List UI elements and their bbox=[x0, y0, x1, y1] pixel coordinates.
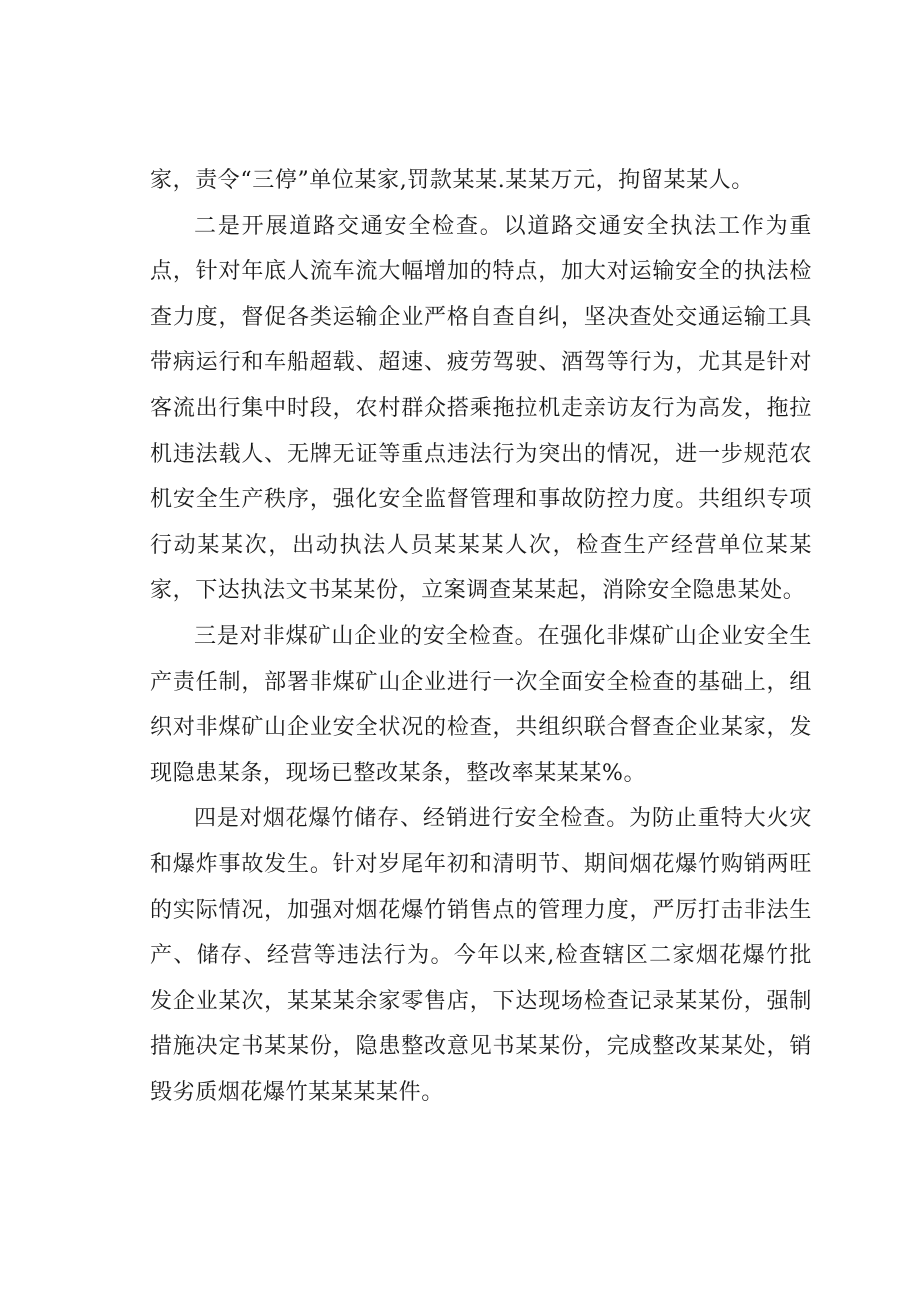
paragraph-road-traffic-inspection: 二是开展道路交通安全检查。以道路交通安全执法工作为重点，针对年底人流车流大幅增加的特点，加大对运输安全的执法检查力度，督促各类运输企业严格自查自纠，坚决查处交通运输工具带病运行和车船超载、超速、疲劳驾驶、酒驾等行为，尤其是针对客流出行集中时段，农村群众搭乘拖拉机走亲访友行为高发，拖拉机违法载人、无牌无证等重点违法行为突出的情况，进一步规范农机安全生产秩序，强化安全监督管理和事故防控力度。共组织专项行动某某次，出动执法人员某某某人次，检查生产经营单位某某家，下达执法文书某某份，立案调查某某起，消除安全隐患某处。 bbox=[150, 213, 812, 604]
paragraph-fireworks-inspection: 四是对烟花爆竹储存、经销进行安全检查。为防止重特大火灾和爆炸事故发生。针对岁尾年初和清明节、期间烟花爆竹购销两旺的实际情况，加强对烟花爆竹销售点的管理力度，严厉打击非法生产、储存、经营等违法行为。今年以来,检查辖区二家烟花爆竹批发企业某次，某某某余家零售店，下达现场检查记录某某份，强制措施决定书某某份，隐患整改意见书某某份，完成整改某某处，销毁劣质烟花爆竹某某某某件。 bbox=[150, 806, 812, 1105]
paragraph-non-coal-mine-inspection: 三是对非煤矿山企业的安全检查。在强化非煤矿山企业安全生产责任制，部署非煤矿山企业进行一次全面安全检查的基础上，组织对非煤矿山企业安全状况的检查，共组织联合督查企业某家，发现隐患某条，现场已整改某条，整改率某某某%。 bbox=[150, 623, 812, 786]
paragraph-continuation: 家，责令“三停”单位某家,罚款某某.某某万元，拘留某某人。 bbox=[150, 168, 754, 193]
document-body bbox=[150, 158, 812, 1115]
